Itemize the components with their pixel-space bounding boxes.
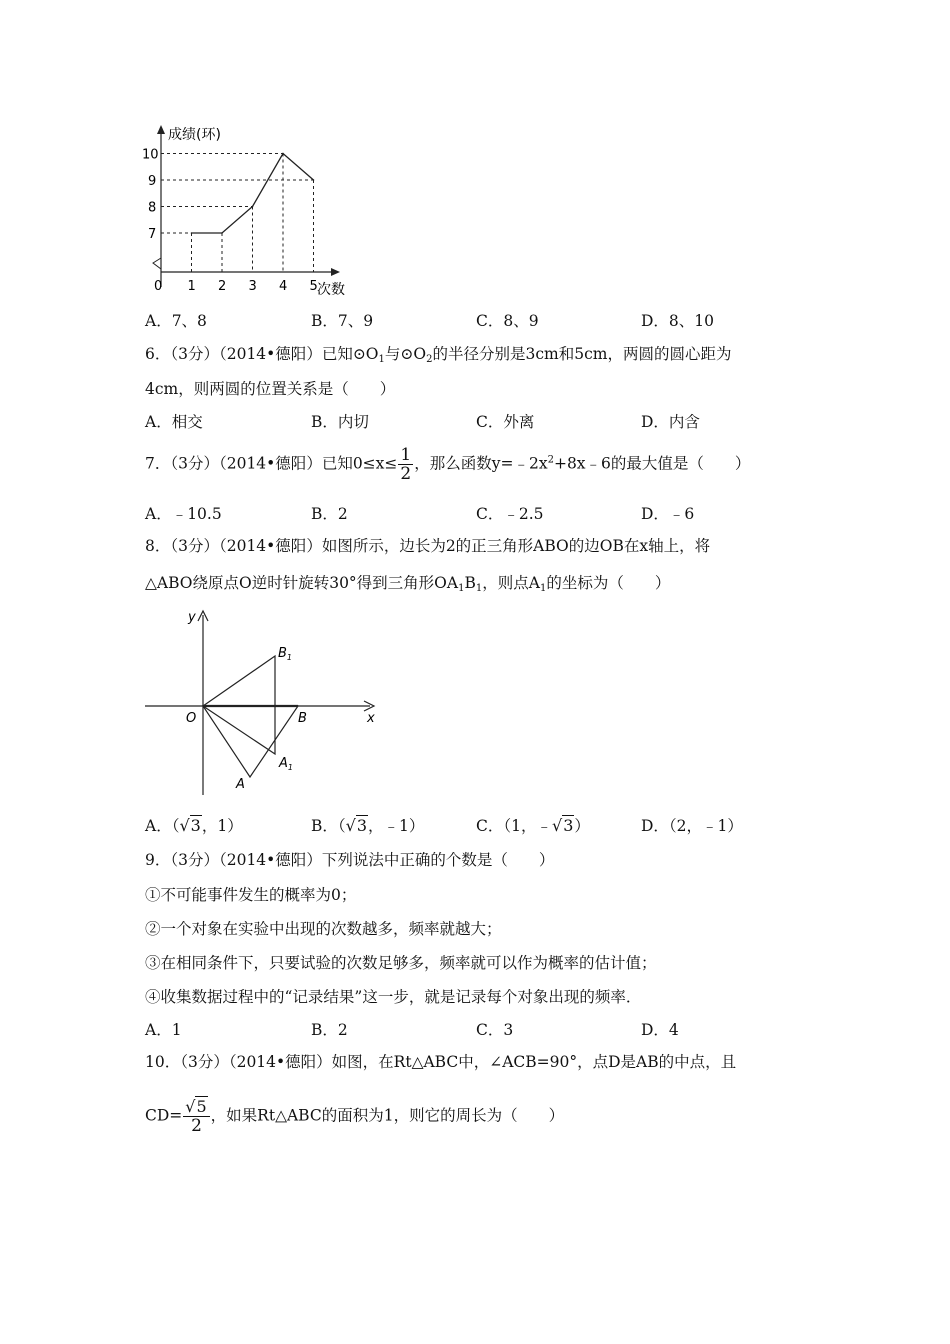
- x-tick-label: 3: [248, 279, 257, 294]
- data-point: [313, 179, 315, 181]
- y-axis-label: 成绩(环): [168, 127, 221, 143]
- label-b1: $B_1$: [278, 646, 293, 662]
- q10-stem: 10．（3分）（2014•德阳）如图，在Rt△ABC中，∠ACB=90°，点D是AB的中点，且: [145, 1053, 737, 1071]
- q9-option-c[interactable]: C．3: [476, 1021, 514, 1039]
- q5-option-b[interactable]: B．7、9: [311, 312, 374, 330]
- y-tick-label: 7: [148, 227, 157, 242]
- origin-label: 0: [154, 279, 163, 294]
- x-tick-label: 2: [218, 279, 227, 294]
- q6-stem-line2: 4cm，则两圆的位置关系是（ ）: [145, 380, 396, 398]
- label-b: B: [298, 711, 307, 726]
- axis-break: [153, 258, 161, 269]
- q10-fraction: $\frac{√5}{2}$: [183, 1098, 209, 1135]
- data-point: [282, 153, 284, 155]
- y-tick-label: 8: [148, 200, 157, 216]
- data-point: [221, 232, 223, 234]
- q8-option-a[interactable]: A．（√3，1）: [145, 816, 243, 835]
- q9-statement-4: ④收集数据过程中的“记录结果”这一步，就是记录每个对象出现的频率．: [145, 988, 642, 1006]
- q9-statement-2: ②一个对象在实验中出现的次数越多，频率就越大；: [145, 920, 502, 938]
- q5-option-a[interactable]: A．7、8: [145, 312, 207, 330]
- label-x: x: [367, 711, 375, 726]
- q7-option-b[interactable]: B．2: [311, 505, 348, 523]
- label-a1: $A_1$: [279, 756, 293, 772]
- q7-option-d[interactable]: D．﹣6: [641, 505, 695, 523]
- q7-option-a[interactable]: A．﹣10.5: [145, 505, 222, 523]
- label-y: y: [188, 610, 196, 625]
- q5-option-d[interactable]: D．8、10: [641, 312, 715, 330]
- q8-stem-line2: △ABO绕原点O逆时针旋转30°得到三角形$OA_1B_1$，则点$A_1$的坐标为（ ）: [145, 574, 671, 594]
- q9-statement-1: ①不可能事件发生的概率为0；: [145, 886, 357, 904]
- q5-option-c[interactable]: C．8、9: [476, 312, 539, 330]
- data-point: [191, 232, 193, 234]
- x-tick-label: 1: [187, 279, 196, 294]
- q8-option-b[interactable]: B．（√3，﹣1）: [311, 816, 425, 835]
- label-o: O: [186, 711, 197, 726]
- label-a: A: [236, 777, 245, 792]
- y-tick-label: 9: [148, 174, 157, 189]
- data-point: [252, 206, 254, 208]
- q8-stem: 8．（3分）（2014•德阳）如图所示，边长为2的正三角形ABO的边OB在x轴上，将: [145, 537, 711, 555]
- q6-option-b[interactable]: B．内切: [311, 413, 369, 431]
- q6-option-c[interactable]: C．外离: [476, 413, 535, 431]
- q6-option-a[interactable]: A．相交: [145, 413, 203, 431]
- q6-option-d[interactable]: D．内含: [641, 413, 700, 431]
- q8-option-c[interactable]: C．（1，﹣√3）: [476, 816, 590, 835]
- x-tick-label: 4: [279, 279, 288, 294]
- rotation-figure: [140, 605, 390, 805]
- x-axis-arrow: [331, 268, 340, 276]
- q9-option-d[interactable]: D．4: [641, 1021, 679, 1039]
- q9-statement-3: ③在相同条件下，只要试验的次数足够多，频率就可以作为概率的估计值；: [145, 954, 657, 972]
- q6-stem: 6．（3分）（2014•德阳）已知$⊙O_1$与$⊙O_2$的半径分别是3cm和5cm，两圆的圆心距为: [145, 345, 732, 365]
- q9-option-b[interactable]: B．2: [311, 1021, 348, 1039]
- y-axis-arrow: [157, 125, 165, 134]
- q9-option-a[interactable]: A．1: [145, 1021, 182, 1039]
- x-axis-label: 次数: [317, 282, 345, 298]
- q9-stem: 9．（3分）（2014•德阳）下列说法中正确的个数是（ ）: [145, 851, 555, 869]
- score-line-chart: [140, 122, 360, 302]
- q7-stem: 7．（3分）（2014•德阳）已知0≤x≤ $\frac{1}{2}$ ，那么函数$y=﹣2x^2+8x﹣6$的最大值是（ ）: [145, 445, 751, 484]
- q8-option-d[interactable]: D．（2，﹣1）: [641, 817, 743, 835]
- q10-stem-line2: CD= $\frac{√5}{2}$ ，如果Rt△ABC的面积为1，则它的周长为（ ）: [145, 1097, 565, 1136]
- x-tick-label: 5: [309, 279, 318, 294]
- q7-fraction: $\frac{1}{2}$: [400, 445, 412, 484]
- y-tick-label: 10: [142, 147, 159, 163]
- q7-option-c[interactable]: C．﹣2.5: [476, 505, 544, 523]
